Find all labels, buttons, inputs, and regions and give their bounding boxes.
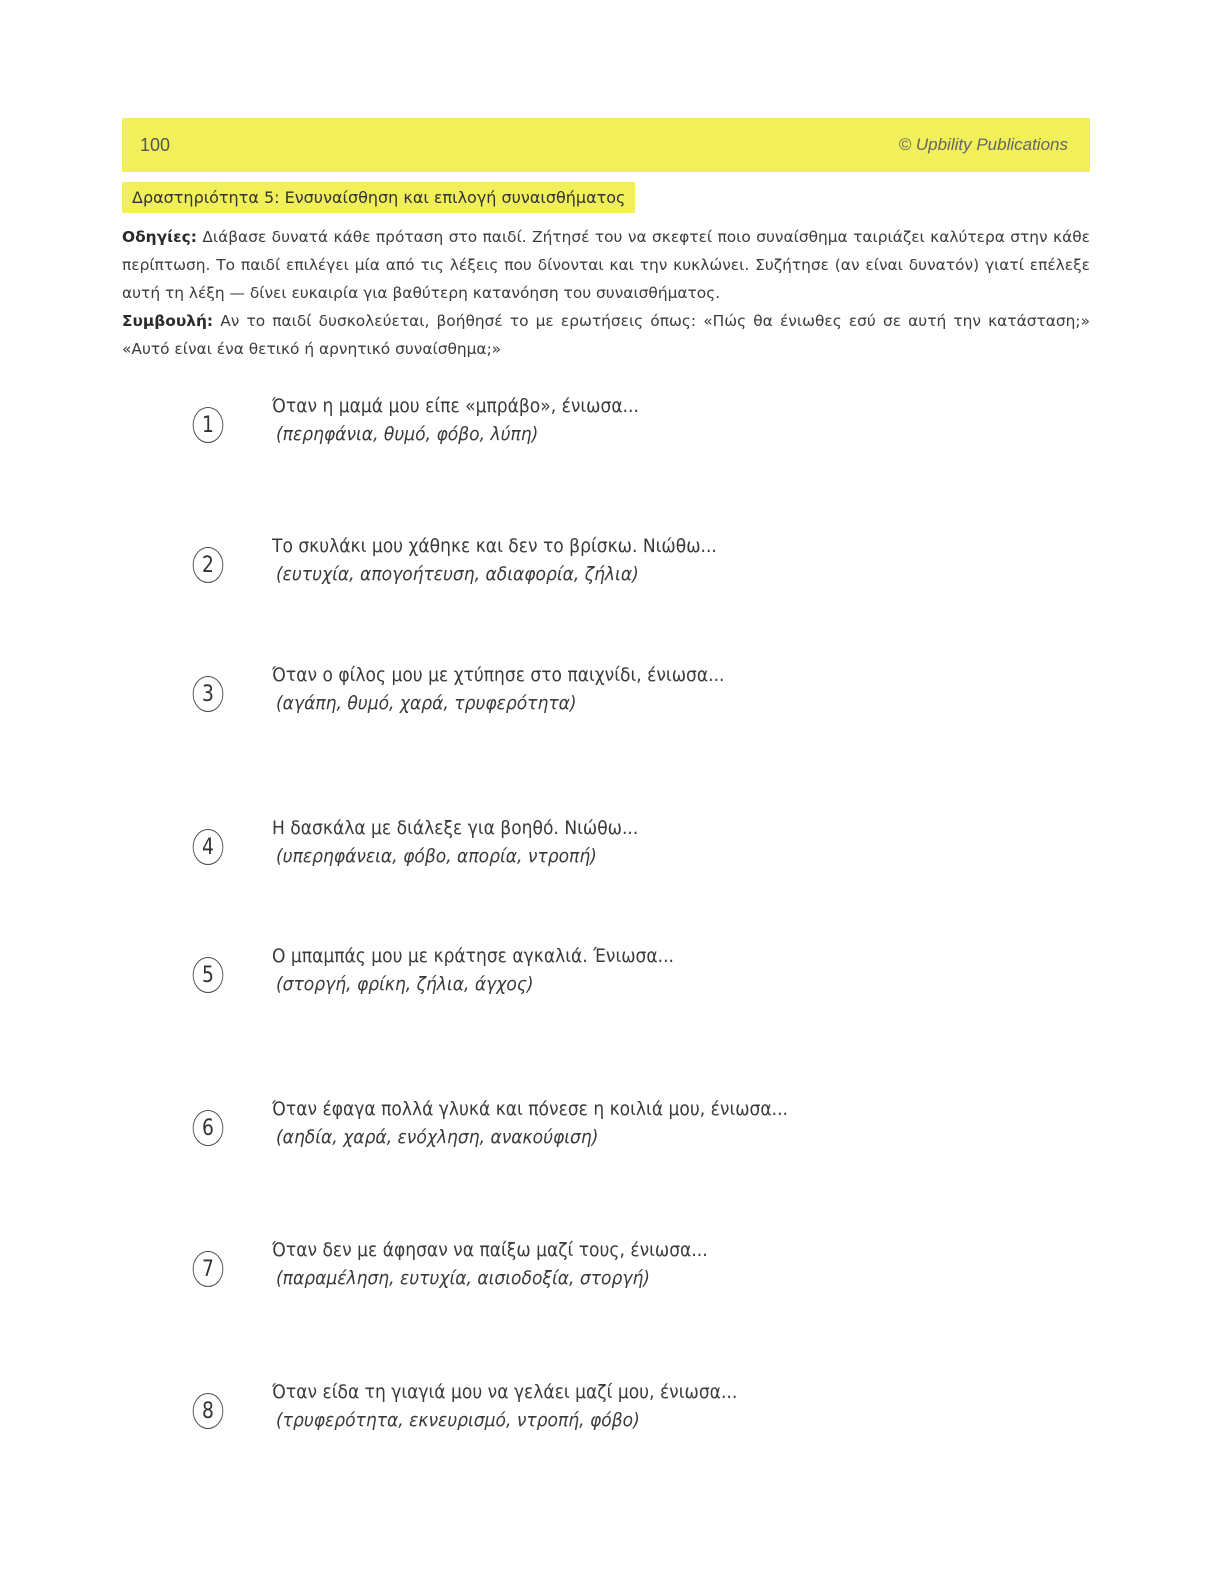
item-emotion-options[interactable]: (στοργή, φρίκη, ζήλια, άγχος) (276, 973, 534, 995)
activity-title: Δραστηριότητα 5: Ενσυναίσθηση και επιλογή συναισθήματος (122, 182, 635, 213)
item-number-circle: 2 (193, 547, 224, 583)
item-number-circle: 8 (193, 1393, 224, 1429)
exercise-item-5 (190, 945, 1090, 1011)
publisher-credit: © Upbility Publications (898, 135, 1068, 154)
instructions-paragraph (122, 223, 1090, 307)
exercise-item-8 (190, 1381, 1090, 1447)
exercise-item-1 (190, 395, 1090, 461)
item-number-circle: 1 (193, 407, 224, 443)
item-sentence: Η δασκάλα με διάλεξε για βοηθό. Νιώθω... (272, 817, 639, 839)
tip-paragraph (122, 307, 1090, 363)
exercise-item-3 (190, 664, 1090, 730)
tip-text: Αν το παιδί δυσκολεύεται, βοήθησέ το με ερωτήσεις όπως: «Πώς θα ένιωθες εσύ σε αυτή την κατάσταση;» «Αυτό είναι ένα θετικό ή αρνητικό συναίσθημα;» (122, 312, 1090, 358)
item-emotion-options[interactable]: (τρυφερότητα, εκνευρισμό, ντροπή, φόβο) (276, 1409, 640, 1431)
instructions-text: Διάβασε δυνατά κάθε πρόταση στο παιδί. Ζήτησέ του να σκεφτεί ποιο συναίσθημα ταιριάζει καλύτερα στην κάθε περίπτωση. Το παιδί επιλέγει μία από τις λέξεις που δίνονται και την κυκλώνει. Συζήτησε (αν είναι δυνατόν) γιατί επέλεξε αυτή τη λέξη — δίνει ευκαιρία για βαθύτερη κατανόηση του συναισθήματος. (122, 228, 1090, 302)
page-number: 100 (140, 134, 171, 155)
instructions-label: Οδηγίες: (122, 228, 197, 246)
item-number-circle: 6 (193, 1110, 224, 1146)
item-number-circle: 3 (193, 676, 224, 712)
tip-label: Συμβουλή: (122, 312, 214, 330)
exercise-item-6 (190, 1098, 1090, 1164)
item-sentence: Ο μπαμπάς μου με κράτησε αγκαλιά. Ένιωσα... (272, 945, 674, 967)
item-number-circle: 4 (193, 829, 224, 865)
item-sentence: Όταν έφαγα πολλά γλυκά και πόνεσε η κοιλιά μου, ένιωσα... (272, 1098, 788, 1120)
item-sentence: Όταν η μαμά μου είπε «μπράβο», ένιωσα... (272, 395, 639, 417)
page-header (122, 118, 1090, 172)
item-emotion-options[interactable]: (αηδία, χαρά, ενόχληση, ανακούφιση) (276, 1126, 599, 1148)
item-emotion-options[interactable]: (ευτυχία, απογοήτευση, αδιαφορία, ζήλια) (276, 563, 639, 585)
exercise-item-4 (190, 817, 1090, 883)
item-emotion-options[interactable]: (παραμέληση, ευτυχία, αισιοδοξία, στοργή) (276, 1267, 650, 1289)
item-sentence: Όταν είδα τη γιαγιά μου να γελάει μαζί μου, ένιωσα... (272, 1381, 738, 1403)
exercise-item-2 (190, 535, 1090, 601)
item-number-circle: 7 (193, 1251, 224, 1287)
exercise-item-7 (190, 1239, 1090, 1305)
item-emotion-options[interactable]: (αγάπη, θυμό, χαρά, τρυφερότητα) (276, 692, 577, 714)
item-emotion-options[interactable]: (υπερηφάνεια, φόβο, απορία, ντροπή) (276, 845, 597, 867)
item-sentence: Όταν ο φίλος μου με χτύπησε στο παιχνίδι, ένιωσα... (272, 664, 725, 686)
item-sentence: Το σκυλάκι μου χάθηκε και δεν το βρίσκω. Νιώθω... (272, 535, 717, 557)
instructions-block (122, 223, 1090, 363)
item-number-circle: 5 (193, 957, 224, 993)
item-sentence: Όταν δεν με άφησαν να παίξω μαζί τους, ένιωσα... (272, 1239, 708, 1261)
item-emotion-options[interactable]: (περηφάνια, θυμό, φόβο, λύπη) (276, 423, 539, 445)
